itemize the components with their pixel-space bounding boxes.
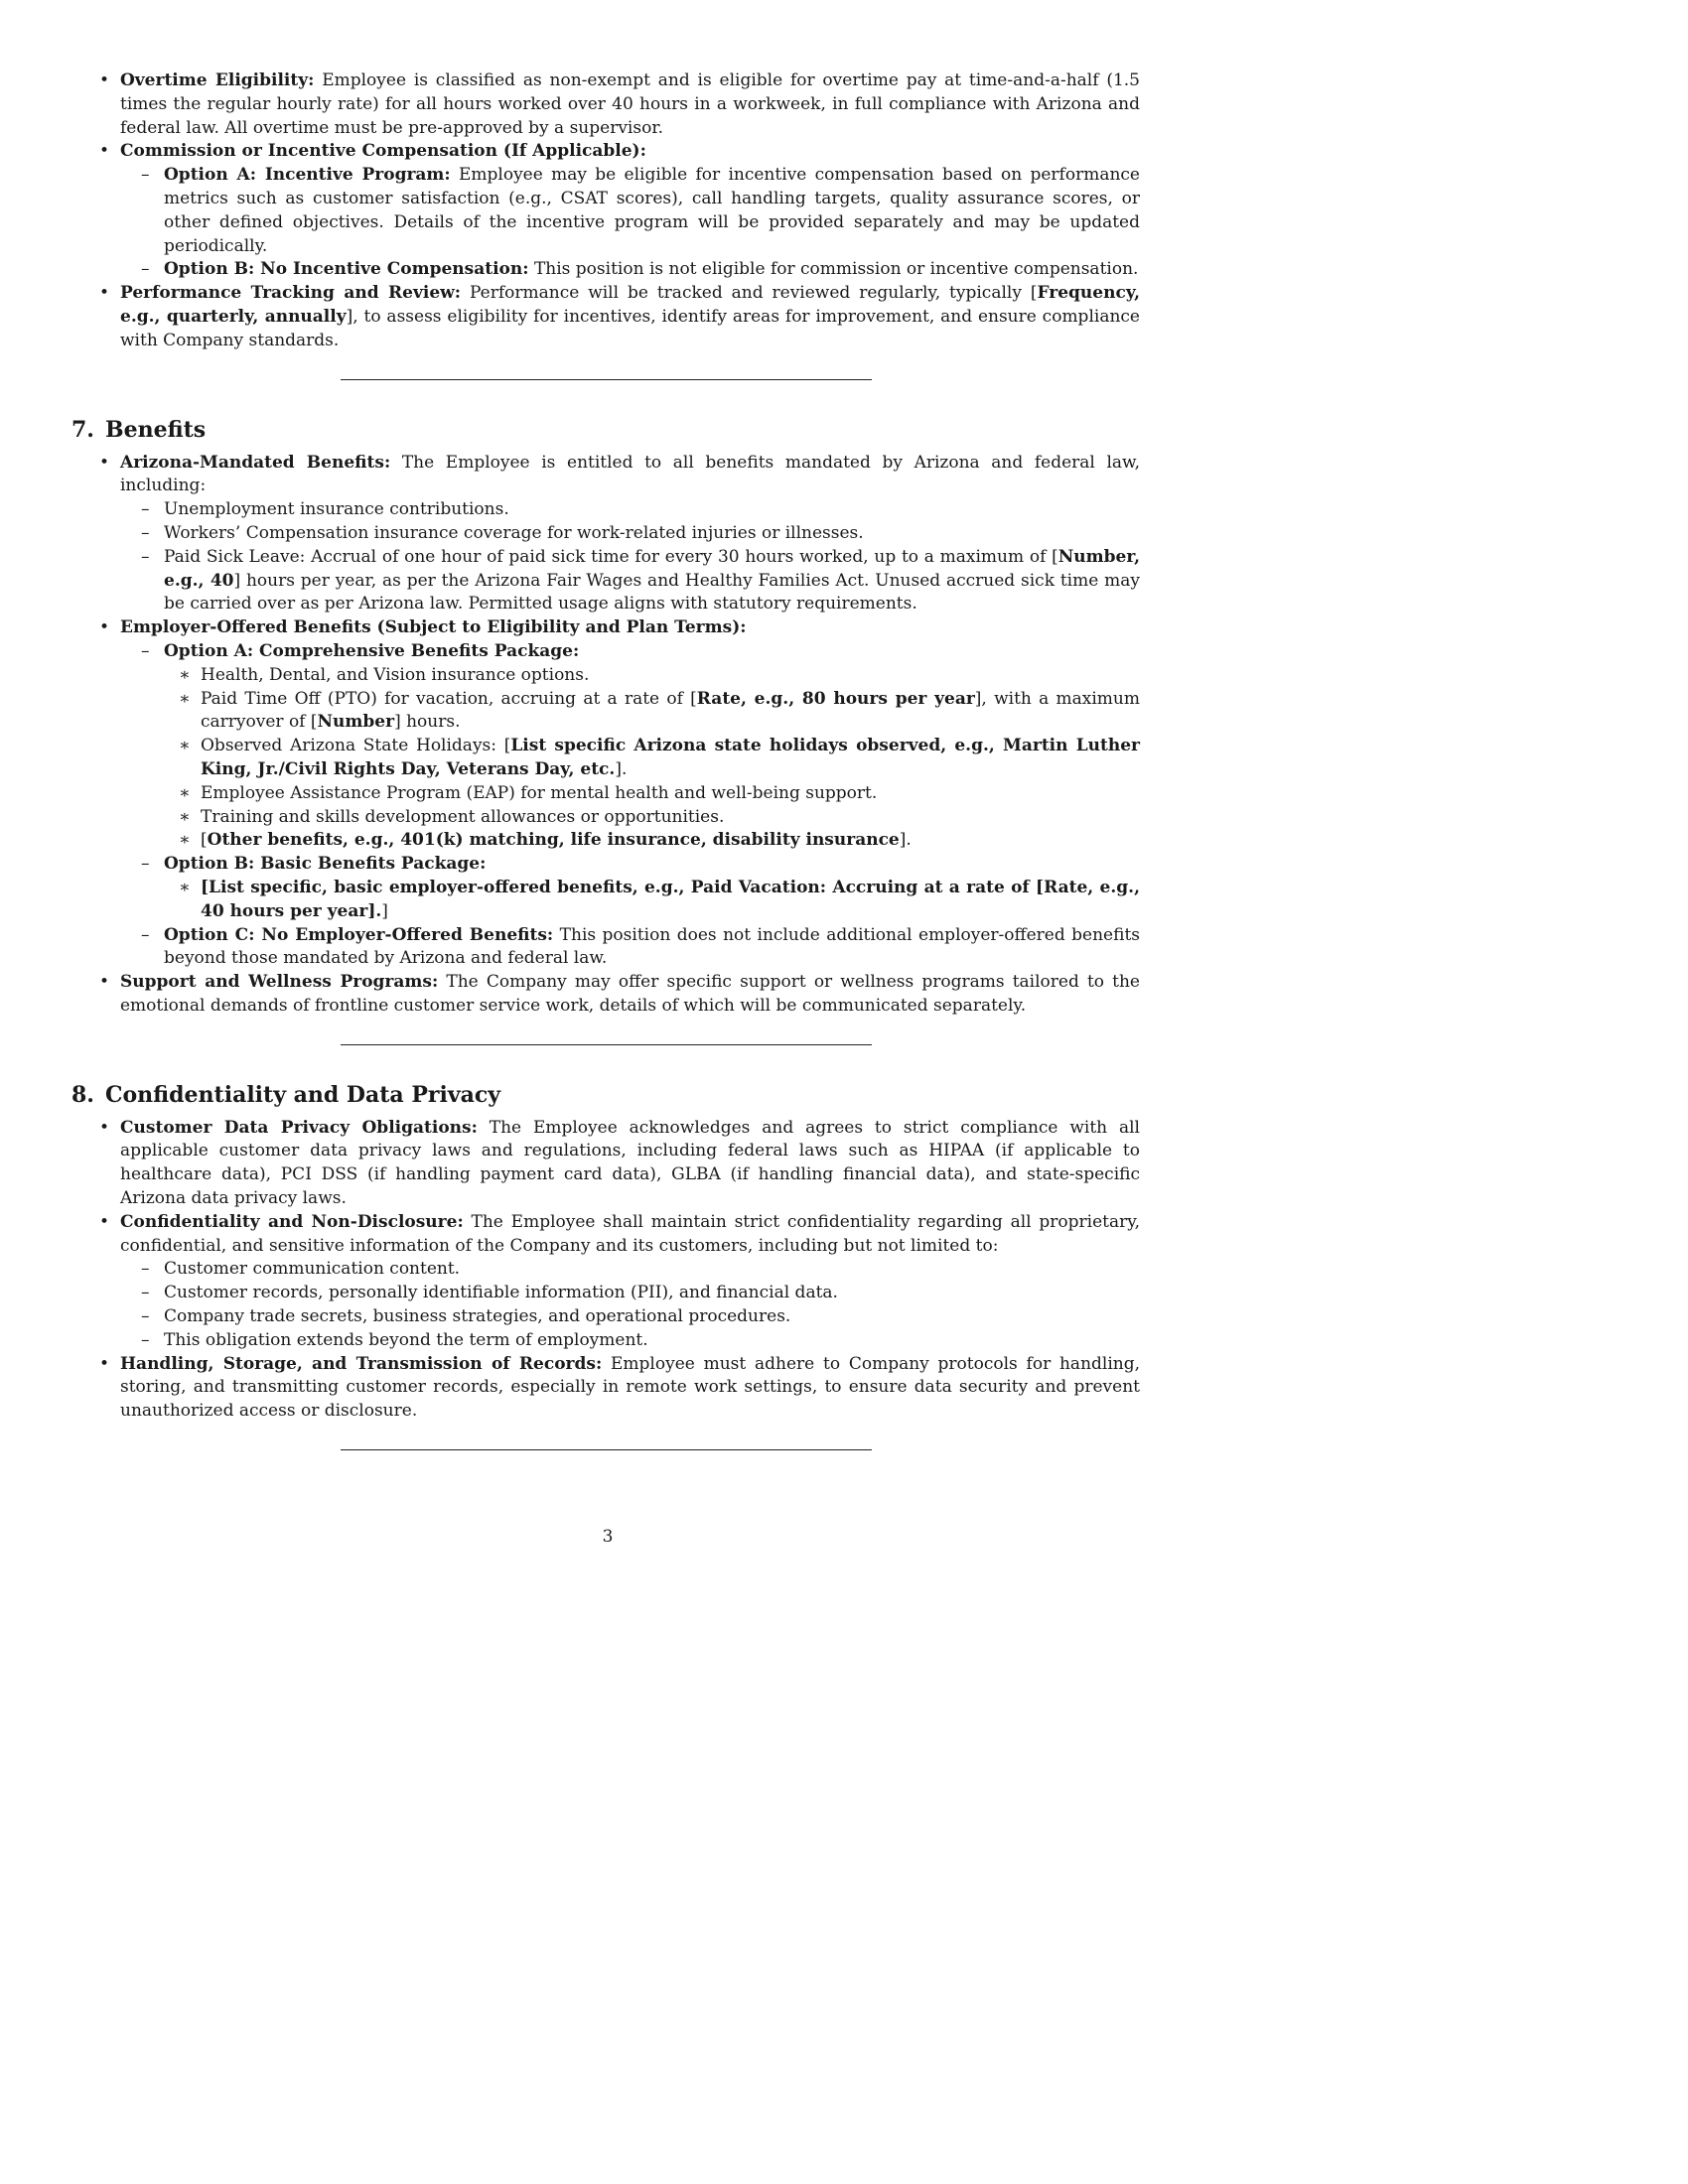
list-item: – Customer communication content. [71, 1258, 1140, 1282]
section-divider [341, 1449, 872, 1450]
item-label: Commission or Incentive Compensation (If Applicable): [120, 141, 646, 162]
section-divider [341, 1044, 872, 1045]
list-item-mandated-benefits: • Arizona-Mandated Benefits: The Employee is entitled to all benefits mandated by Arizona and federal law, including: – Unemployment insurance contributions. – Workers’ Compensation insurance coverage for work-related injuries or illnesses. – Paid Sick Leave: Accrual of one hour of paid sick time for every 30 hours worked, up to a maximum of [Number, e.g., 40] hours per year, as per the Arizona Fair Wages and Healthy Families Act. Unused accrued sick time may be carried over as per Arizona law. Permitted usage aligns with statutory requirements. [71, 452, 1140, 617]
list-item-employer-benefits: • Employer-Offered Benefits (Subject to Eligibility and Plan Terms): – Option A: Comprehensive Benefits Package: ∗ Health, Dental, and Vision insurance options. ∗ Paid Time Off (PTO) for vacation, accruing at a rate of [Rate, e.g., 80 hours per year], with a maximum carryover of [Number] hours. ∗ Observed Arizona State Holidays: [List specific Arizona state holidays observed, e.g., Martin Luther King, Jr./Civil Rights Day, Veterans Day, etc.]. ∗ Employee Assistance Program (EAP) for mental health and well-being support. ∗ Training and skills development allowances or opportunities. ∗ [Other benefits, e.g., 401(k) matching, life insurance, disability insurance]. – Option B: Basic Benefits Package: ∗ [List specific, basic employer-offered benefits, e.g., Paid Vacation: Accruing at a rate of [Rate, e.g., 40 hours per year].] – Option C: No Employer-Offered Benefits: This position does not include additional employer-offered benefits beyond those mandated by Arizona and federal law. [71, 616, 1140, 971]
list-item: ∗ Employee Assistance Program (EAP) for mental health and well-being support. [71, 782, 1140, 806]
list-item-sick-leave: – Paid Sick Leave: Accrual of one hour of paid sick time for every 30 hours worked, up to a maximum of [Number, e.g., 40] hours per year, as per the Arizona Fair Wages and Healthy Families Act. Unused accrued sick time may be carried over as per Arizona law. Permitted usage aligns with statutory requirements. [71, 546, 1140, 616]
list-item-nondisclosure: • Confidentiality and Non-Disclosure: The Employee shall maintain strict confidentiality regarding all proprietary, confidential, and sensitive information of the Company and its customers, including but not limited to: – Customer communication content. – Customer records, personally identifiable information (PII), and financial data. – Company trade secrets, business strategies, and operational procedures. – This obligation extends beyond the term of employment. [71, 1211, 1140, 1353]
item-label: Performance Tracking and Review: [120, 283, 462, 304]
nondisclosure-items [120, 1258, 1140, 1352]
list-item-holidays: ∗ Observed Arizona State Holidays: [List specific Arizona state holidays observed, e.g., Martin Luther King, Jr./Civil Rights Day, Veterans Day, etc.]. [71, 735, 1140, 782]
commission-options [120, 164, 1140, 282]
list-item: – Workers’ Compensation insurance coverage for work-related injuries or illnesses. [71, 522, 1140, 546]
list-item: – Customer records, personally identifiable information (PII), and financial data. [71, 1282, 1140, 1305]
option-a-comprehensive: – Option A: Comprehensive Benefits Package: ∗ Health, Dental, and Vision insurance options. ∗ Paid Time Off (PTO) for vacation, accruing at a rate of [Rate, e.g., 80 hours per year], with a maximum carryover of [Number] hours. ∗ Observed Arizona State Holidays: [List specific Arizona state holidays observed, e.g., Martin Luther King, Jr./Civil Rights Day, Veterans Day, etc.]. ∗ Employee Assistance Program (EAP) for mental health and well-being support. ∗ Training and skills development allowances or opportunities. ∗ [Other benefits, e.g., 401(k) matching, life insurance, disability insurance]. [71, 640, 1140, 853]
list-item-other-benefits: ∗ [Other benefits, e.g., 401(k) matching, life insurance, disability insurance]. [71, 829, 1140, 853]
list-item-basic-benefits: ∗ [List specific, basic employer-offered benefits, e.g., Paid Vacation: Accruing at a rate of [Rate, e.g., 40 hours per year].] [71, 877, 1140, 924]
list-item: – Company trade secrets, business strategies, and operational procedures. [71, 1305, 1140, 1329]
option-a-incentive: – Option A: Incentive Program: Employee may be eligible for incentive compensation based on performance metrics such as customer satisfaction (e.g., CSAT scores), call handling targets, quality assurance scores, or other defined objectives. Details of the incentive program will be provided separately and may be updated periodically. [71, 164, 1140, 258]
list-item: – Unemployment insurance contributions. [71, 498, 1140, 522]
list-item-records: • Handling, Storage, and Transmission of Records: Employee must adhere to Company protocols for handling, storing, and transmitting customer records, especially in remote work settings, to ensure data security and prevent unauthorized access or disclosure. [71, 1353, 1140, 1424]
list-item-privacy: • Customer Data Privacy Obligations: The Employee acknowledges and agrees to strict compliance with all applicable customer data privacy laws and regulations, including federal laws such as HIPAA (if applicable to healthcare data), PCI DSS (if handling payment card data), GLBA (if handling financial data), and state-specific Arizona data privacy laws. [71, 1117, 1140, 1211]
section-heading-benefits: 7. Benefits [71, 416, 207, 443]
section-heading-confidentiality: 8. Confidentiality and Data Privacy [71, 1081, 501, 1108]
option-b-no-incentive: – Option B: No Incentive Compensation: This position is not eligible for commission or incentive compensation. [71, 258, 1140, 282]
option-b-basic: – Option B: Basic Benefits Package: ∗ [List specific, basic employer-offered benefits, e.g., Paid Vacation: Accruing at a rate of [Rate, e.g., 40 hours per year].] [71, 853, 1140, 923]
section-6-list [71, 69, 1140, 353]
option-c-none: – Option C: No Employer-Offered Benefits: This position does not include additional employer-offered benefits beyond those mandated by Arizona and federal law. [71, 924, 1140, 972]
list-item-commission [71, 140, 1140, 282]
item-text: Employee is classified as non-exempt and is eligible for overtime pay at time-and-a-half (1.5 times the regular hourly rate) for all hours worked over 40 hours in a workweek, in full compliance with Arizona and federal law. All overtime must be pre-approved by a supervisor. [120, 70, 1140, 138]
list-item: ∗ Training and skills development allowances or opportunities. [71, 806, 1140, 830]
mandated-benefits-list [120, 498, 1140, 616]
page-number: 3 [602, 1527, 614, 1547]
list-item: – This obligation extends beyond the term of employment. [71, 1329, 1140, 1353]
list-item-performance: • Performance Tracking and Review: Performance will be tracked and reviewed regularly, typically [Frequency, e.g., quarterly, annually], to assess eligibility for incentives, identify areas for improvement, and ensure compliance with Company standards. [71, 282, 1140, 352]
list-item-pto: ∗ Paid Time Off (PTO) for vacation, accruing at a rate of [Rate, e.g., 80 hours per year], with a maximum carryover of [Number] hours. [71, 688, 1140, 736]
list-item-overtime [71, 69, 1140, 140]
document-page [71, 69, 1140, 1450]
section-divider [341, 379, 872, 380]
employer-benefit-options [120, 640, 1140, 971]
section-8-list [71, 1117, 1140, 1424]
item-label: Overtime Eligibility: [120, 70, 315, 90]
option-b-items [164, 877, 1140, 924]
list-item-wellness: • Support and Wellness Programs: The Company may offer specific support or wellness programs tailored to the emotional demands of frontline customer service work, details of which will be communicated separately. [71, 971, 1140, 1019]
section-7-list [71, 452, 1140, 1019]
option-a-items [164, 664, 1140, 853]
list-item: ∗ Health, Dental, and Vision insurance options. [71, 664, 1140, 688]
